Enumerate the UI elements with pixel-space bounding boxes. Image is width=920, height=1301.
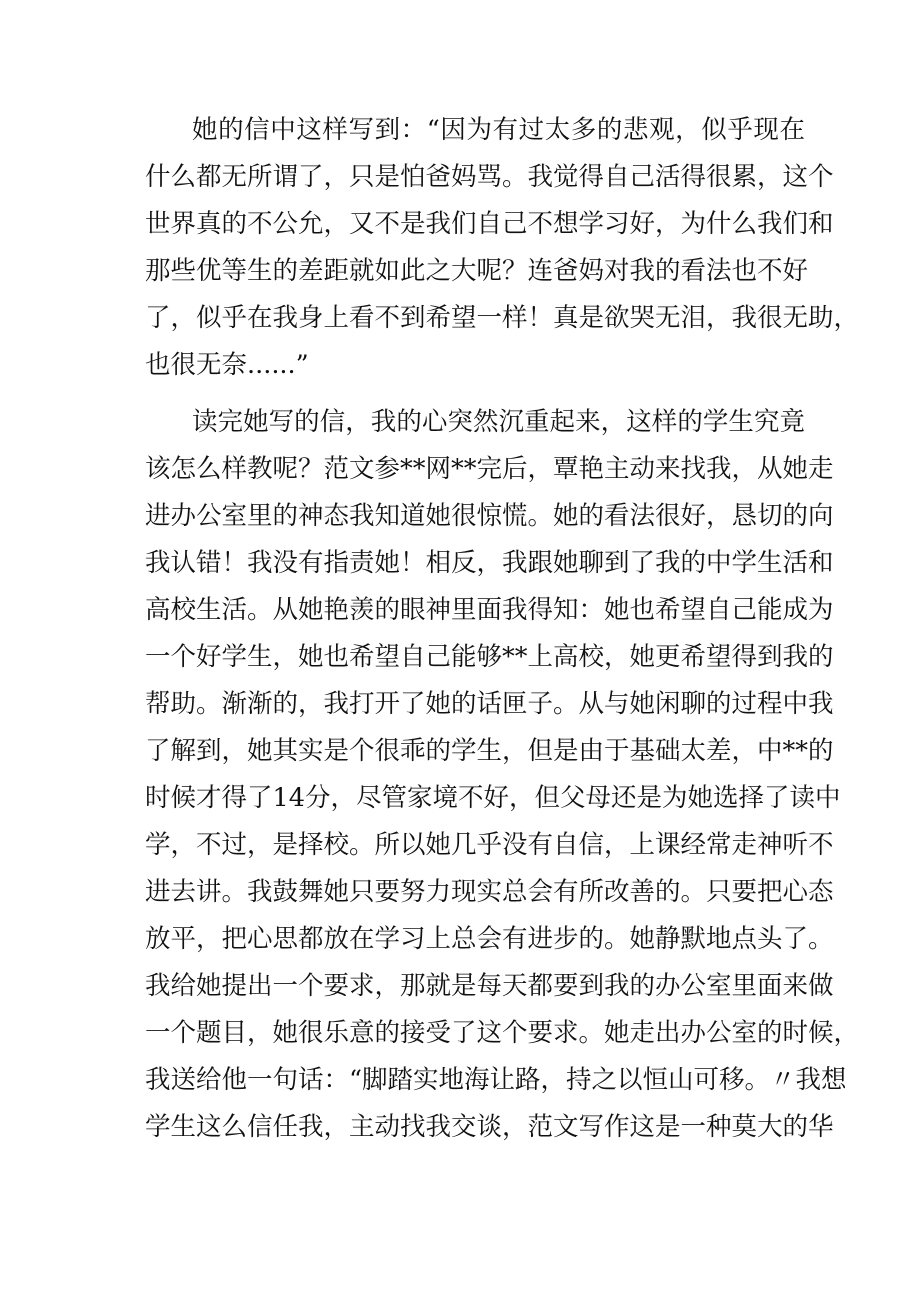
paragraph-1-line-5: 了，似乎在我身上看不到希望一样！真是欲哭无泪，我很无助， (145, 303, 860, 333)
paragraph-2-line-6: 一个好学生，她也希望自己能够**上高校，她更希望得到我的 (145, 642, 834, 672)
paragraph-1-line-1: 她的信中这样写到：“因为有过太多的悲观，似乎现在 (192, 115, 805, 145)
paragraph-1-line-6: 也很无奈......” (145, 350, 309, 380)
paragraph-2-line-2: 该怎么样教呢？范文参**网**完后，覃艳主动来找我，从她走 (145, 454, 834, 484)
paragraph-2-line-8: 了解到，她其实是个很乖的学生，但是由于基础太差，中**的 (145, 736, 834, 766)
paragraph-2-line-7: 帮助。渐渐的，我打开了她的话匣子。从与她闲聊的过程中我 (145, 689, 834, 719)
paragraph-2-line-15: 我送给他一句话：“脚踏实地海让路，持之以恒山可移。〃我想 (145, 1065, 847, 1095)
paragraph-1-line-3: 世界真的不公允，又不是我们自己不想学习好，为什么我们和 (145, 209, 834, 239)
paragraph-2-line-12: 放平，把心思都放在学习上总会有进步的。她静默地点头了。 (145, 924, 834, 954)
paragraph-2-line-4: 我认错！我没有指责她！相反，我跟她聊到了我的中学生活和 (145, 548, 834, 578)
paragraph-2-line-14: 一个题目，她很乐意的接受了这个要求。她走出办公室的时候， (145, 1018, 860, 1048)
paragraph-2-line-11: 进去讲。我鼓舞她只要努力现实总会有所改善的。只要把心态 (145, 877, 834, 907)
paragraph-2-line-1: 读完她写的信，我的心突然沉重起来，这样的学生究竟 (192, 407, 805, 437)
paragraph-2-line-9: 时候才得了14分，尽管家境不好，但父母还是为她选择了读中 (145, 783, 841, 813)
paragraph-1-line-4: 那些优等生的差距就如此之大呢？连爸妈对我的看法也不好 (145, 256, 809, 286)
paragraph-1-line-2: 什么都无所谓了，只是怕爸妈骂。我觉得自己活得很累，这个 (145, 162, 834, 192)
paragraph-2-line-10: 学，不过，是择校。所以她几乎没有自信，上课经常走神听不 (145, 830, 834, 860)
paragraph-2-line-3: 进办公室里的神态我知道她很惊慌。她的看法很好，恳切的向 (145, 501, 834, 531)
paragraph-2-line-16: 学生这么信任我，主动找我交谈，范文写作这是一种莫大的华 (145, 1112, 834, 1142)
paragraph-2-line-5: 高校生活。从她艳羡的眼神里面我得知：她也希望自己能成为 (145, 595, 834, 625)
paragraph-2-line-13: 我给她提出一个要求，那就是每天都要到我的办公室里面来做 (145, 971, 834, 1001)
